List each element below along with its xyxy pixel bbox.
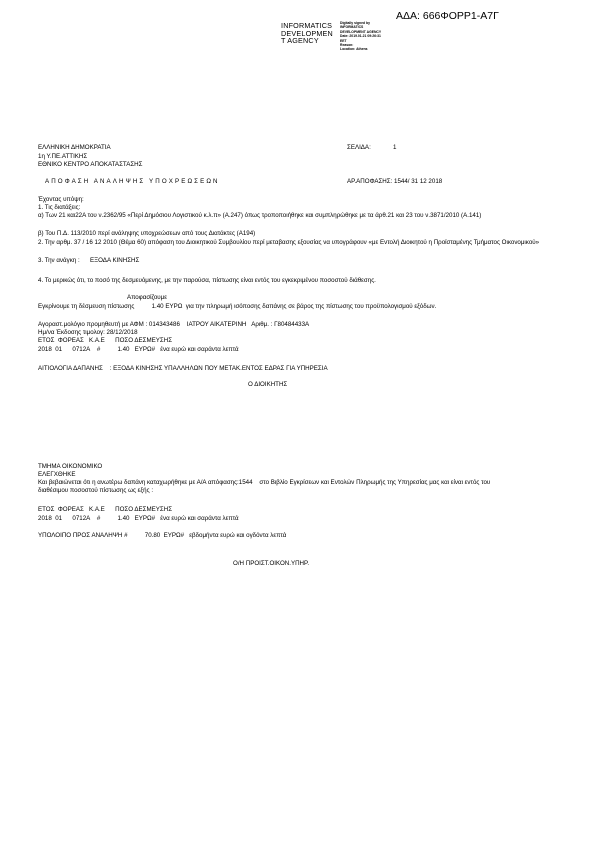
certification-text: Και βεβαιώνεται ότι η ανωτέρω δαπάνη καταχωρήθηκε με Α/Α απόφασης:1544 στο Βιβλίο Εγκρίσεων και Εντολών Πληρωμής της Υπηρεσίας μας και είναι εντός του διαθέσιμου ποσοστού πίστωσης ως εξής :	[38, 479, 493, 494]
finance-table-header: ΕΤΟΣ ΦΟΡΕΑΣ Κ.Α.Ε ΠΟΣΟ ΔΕΣΜΕΥΣΗΣ	[38, 506, 173, 513]
provision-a: α) Των 21 και22Α του ν.2362/95 «Περί Δημόσιου Λογιστικού κ.λ.π» (Α.247) όπως τροποποιήθηκε και συμπληρώθηκε με τα άρθ.21 και 23 του ν.3871/2010 (Α.141)	[38, 212, 482, 219]
signature-detail: Reason:	[340, 43, 354, 48]
ada-code: ΑΔΑ: 666ΦΟΡΡ1-Α7Γ	[396, 10, 499, 22]
commitment-table-row: 2018 01 0712Α # 1.40 ΕΥΡΩ# ένα ευρώ και σαράντα λεπτά	[38, 346, 239, 353]
signature-watermark	[281, 22, 333, 45]
watermark-line: INFORMATICS	[281, 21, 333, 30]
signature-detail: INFORMATICS	[340, 25, 364, 30]
finance-head-signature: Ο/Η ΠΡΟΙΣΤ.ΟΙΚΟΝ.ΥΠΗΡ.	[233, 560, 310, 567]
watermark-line: DEVELOPMEN	[281, 28, 333, 38]
expense-justification: ΑΙΤΙΟΛΟΓΙΑ ΔΑΠΑΝΗΣ : ΕΞΟΔΑ ΚΙΝΗΣΗΣ ΥΠΑΛΛΗΛΩΝ ΠΟΥ ΜΕΤΑΚ.ΕΝΤΟΣ ΕΔΡΑΣ ΓΙΑ ΥΠΗΡΕΣΙΑ	[38, 365, 328, 372]
supplier-info: Αγοραστ.μολόγιο προμηθευτή με ΑΦΜ : 014343486 ΙΑΤΡΟΥ ΑΙΚΑΤΕΡΙΝΗ Αριθμ. : Γ80484433Α	[38, 321, 310, 328]
org-region: 1η Υ.ΠΕ.ΑΤΤΙΚΗΣ	[38, 153, 88, 160]
signature-detail: DEVELOPMENT AGENCY	[340, 29, 382, 34]
signature-detail: Location: Athens	[340, 47, 368, 52]
decision-number: ΑΡ.ΑΠΟΦΑΣΗΣ: 1544/ 31 12 2018	[347, 178, 443, 185]
page-label: ΣΕΛΙΔΑ:	[347, 144, 371, 151]
checked-label: ΕΛΕΓΧΘΗΚΕ	[38, 471, 76, 478]
need-statement: 3. Την ανάγκη : ΕΞΟΔΑ ΚΙΝΗΣΗΣ	[38, 257, 140, 264]
finance-department: ΤΜΗΜΑ ΟΙΚΟΝΟΜΙΚΟ	[38, 463, 103, 470]
budget-statement: 4. Το μερικώς ότι, το ποσό της δεσμευόμενης, με την παρούσα, πίστωσης είναι εντός του εγκεκριμένου ποσοστού διάθεσης.	[38, 277, 376, 284]
org-center: ΕΘΝΙΚΟ ΚΕΝΤΡΟ ΑΠΟΚΑΤΑΣΤΑΣΗΣ	[38, 161, 143, 168]
provision-2: 2. Την αρθμ. 37 / 16 12 2010 (Θέμα 60) απόφαση του Διοικητικού Συμβουλίου περί μεταβασης εξουσίας να υπογράφουν «με Εντολή Διοικητού η Προϊσταμένης Τμήματος Οικονομικού»	[38, 239, 540, 246]
provisions-label: 1. Τις διατάξεις:	[38, 204, 81, 211]
watermark-line: T AGENCY	[281, 36, 319, 46]
commitment-table-header: ΕΤΟΣ ΦΟΡΕΑΣ Κ.Α.Ε ΠΟΣΟ ΔΕΣΜΕΥΣΗΣ	[38, 337, 173, 344]
page-number: 1	[393, 144, 397, 151]
signature-details	[340, 21, 381, 52]
document-title: ΑΠΟΦΑΣΗ ΑΝΑΛΗΨΗΣ ΥΠΟΧΡΕΩΣΕΩΝ	[45, 178, 220, 185]
provision-b: β) Του Π.Δ. 113/2010 περί ανάληψης υποχρεώσεων από τους Διατάκτες (Α194)	[38, 230, 256, 237]
org-name: ΕΛΛΗΝΙΚΗ ΔΗΜΟΚΡΑΤΙΑ	[38, 144, 111, 151]
director-signature: Ο ΔΙΟΙΚΗΤΗΣ	[248, 381, 288, 388]
invoice-date: Ημ/να Έκδοσης τιμολογ: 28/12/2018	[38, 329, 138, 336]
signature-detail: Digitally signed by	[340, 21, 370, 25]
signature-detail: Date: 2019.01.21 09:26:31	[340, 34, 381, 39]
commitment-text: Εγκρίνουμε τη δέσμευση πίστωσης 1.40 ΕΥΡΩ για την πληρωμή ισόποσης δαπάνης σε βάρος της πίστωσης του προϋπολογισμού εξόδων.	[38, 303, 437, 310]
remaining-balance: ΥΠΟΛΟΙΠΟ ΠΡΟΣ ΑΝΑΛΗΨΗ # 70.80 ΕΥΡΩ# εβδομήντα ευρώ και ογδόντα λεπτά	[38, 532, 287, 539]
considering-heading: Έχοντας υπόψη:	[38, 196, 84, 203]
signature-detail: EET	[340, 38, 347, 43]
decide-heading: Αποφασίζουμε	[127, 294, 167, 301]
finance-table-row: 2018 01 0712Α # 1.40 ΕΥΡΩ# ένα ευρώ και σαράντα λεπτά	[38, 515, 239, 522]
